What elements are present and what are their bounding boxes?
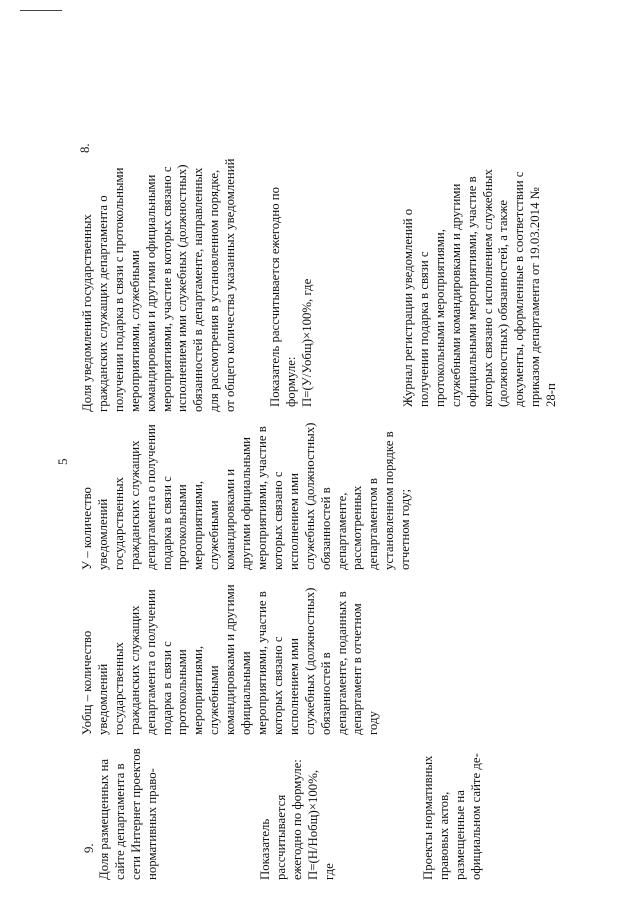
row-9-formula-intro: Показатель рассчитывается ежегодно по формуле:: [258, 759, 304, 880]
row-8-formula: П=(У/Уобщ)×100%, где: [299, 278, 314, 407]
row-8-indicator: Доля уведомлений государственных гражданских служащих департамента о получении подарка в связи с протокольными мероприятиями, служебными командировками и другими официальными мероприятиями, участие в которых связано с исполнением ими служебных (должностных) обязанностей в департаменте, направленных для рассмотрения в установленном порядке, от общего количества указанных уведомлений: [80, 158, 238, 412]
row-9-indicator: Доля размещенных на сайте департамента в сети Интернет проектов нормативных право-: [97, 748, 159, 880]
row-9-source: Проекты нормативных правовых актов, размещенные на официальном сайте де-: [421, 753, 483, 880]
row-9-number: 9.: [82, 843, 96, 853]
page-number: 5: [55, 458, 70, 465]
row-8-formula-intro: Показатель рассчитывается ежегодно по формуле:: [268, 186, 298, 407]
row-8-source: Журнал регистрации уведомлений о получении подарка в связи с протокольными мероприятиями, служебными командировками и другими официальными мероприятиями, участие в которых связано с исполнением служебных (должностных) обязанностей, а также документы, оформленные в соответствии с приказом департамента от 19.03.2014 № 28-п: [401, 169, 559, 407]
row-9-formula-column: [258, 750, 338, 880]
row-8-definition-u: У – количество уведомлений государственных гражданских служащих департамента о получении подарка в связи с протокольными мероприятиями, служебными командировками и другими официальными мероприятиями, участие в которых связано с исполнением ими служебных (должностных) обязанностей в департаменте, рассмотренных департаментом в установленном порядке в отчетном году;: [80, 422, 413, 570]
row-8-number: 8.: [78, 143, 92, 153]
row-8-definition-u-total: Уобщ – количество уведомлений государственных гражданских служащих департамента о получении подарка в связи с протокольными мероприятиями, служебными командировками и другими официальными мероприятиями, участие в которых связано с исполнением ими служебных (должностных) обязанностей в департаменте, поданных в департамент в отчетном году: [80, 584, 381, 735]
row-8-formula-column: [268, 164, 316, 407]
row-9-formula: П=(Н/Нобщ)×100%, где: [305, 769, 336, 880]
